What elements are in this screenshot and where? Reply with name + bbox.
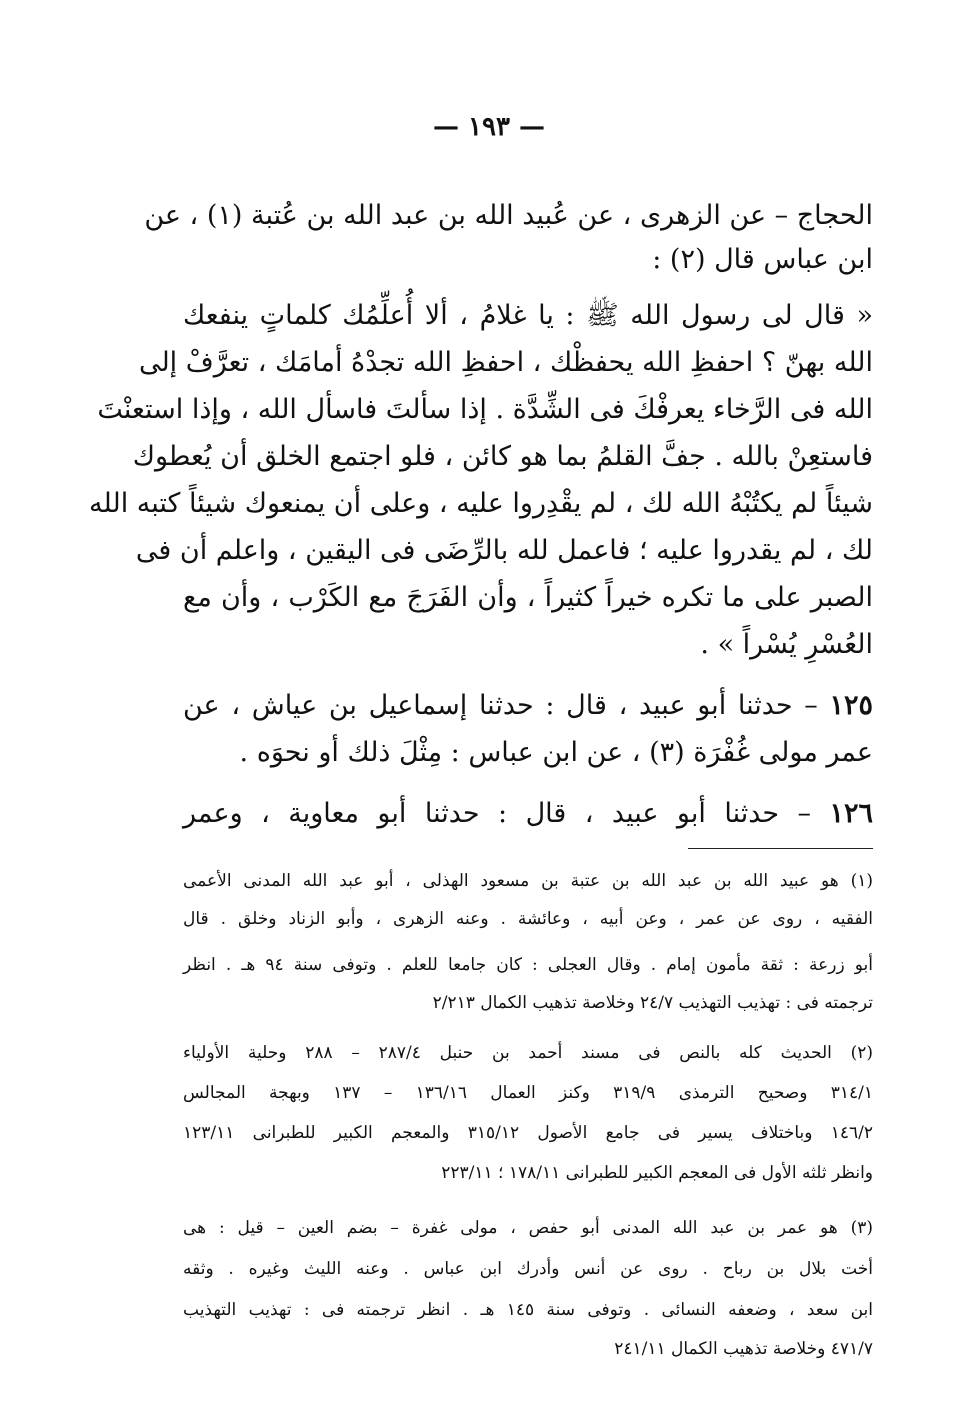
hadith-line-6: لك ، لم يقدروا عليه ؛ فاعمل لله بالرِّضَى فى اليقين ، واعلم أن فى [135,535,873,566]
page-number: — ١٩٣ — [432,112,546,142]
footnote-1-line-2: الفقيه ، روى عن عمر ، وعن أبيه ، وعائشة . وعنه الزهرى ، وأبو الزناد وخلق . قال [183,909,873,929]
footnote-3-line-4: ٤٧١/٧ وخلاصة تذهيب الكمال ٢٤١/١١ [614,1339,873,1359]
hadith-line-4: فاستعِنْ بالله . جفَّ القلمُ بما هو كائن ، فلو اجتمع الخلق أن يُعطوك [132,441,873,472]
footnote-3-line-2: أخت بلال بن رباح . روى عن أنس وأدرك ابن عباس . وعنه الليث وغيره . وثقه [183,1259,873,1279]
hadith-number-125: ١٢٥ [829,690,873,721]
footnote-1-line-1: (١) هو عبيد الله بن عبد الله بن عتبة بن مسعود الهذلى ، أبو عبد الله المدنى الأعمى [183,871,873,891]
opening-line-1: الحجاج – عن الزهرى ، عن عُبيد الله بن عبد الله بن عُتبة (١) ، عن [144,200,873,231]
footnote-2-line-2: ٣١٤/١ وصحيح الترمذى ٣١٩/٩ وكنز العمال ١٣٦/١٦ – ١٣٧ وبهجة المجالس [183,1083,873,1103]
footnote-2-line-4: وانظر ثلثه الأول فى المعجم الكبير للطبرانى ١٧٨/١١ ؛ ٢٢٣/١١ [441,1163,873,1183]
hadith-line-2: الله بهنّ ؟ احفظِ الله يحفظْك ، احفظِ الله تجدْهُ أمامَك ، تعرَّفْ إلى [138,347,873,378]
footnote-1-line-3: أبو زرعة : ثقة مأمون إمام . وقال العجلى : كان جامعا للعلم . وتوفى سنة ٩٤ هـ . انظر [183,955,873,975]
footnote-1-line-4: ترجمته فى : تهذيب التهذيب ٢٤/٧ وخلاصة تذهيب الكمال ٢/٢١٣ [432,993,873,1013]
hadith-number-126: ١٢٦ [829,798,873,829]
footnote-separator [688,848,873,849]
hadith-125-line-1 [183,686,873,726]
opening-line-2: ابن عباس قال (٢) : [652,244,873,275]
hadith-125-text-1: – حدثنا أبو عبيد ، قال : حدثنا إسماعيل بن عياش ، عن [183,690,830,721]
hadith-126-line-1 [183,794,873,834]
hadith-line-8: العُسْرِ يُسْراً » . [700,629,873,660]
hadith-line-1: « قال لى رسول الله ﷺ : يا غلامُ ، ألا أُعلِّمُك كلماتٍ ينفعك [183,300,873,331]
footnote-3-line-3: ابن سعد ، وضعفه النسائى . وتوفى سنة ١٤٥ هـ . انظر ترجمته فى : تهذيب التهذيب [183,1300,873,1320]
hadith-126-text-1: – حدثنا أبو عبيد ، قال : حدثنا أبو معاوية ، وعمر [183,798,830,829]
hadith-line-5: شيئاً لم يكتُبْهُ الله لك ، لم يقْدِروا عليه ، وعلى أن يمنعوك شيئاً كتبه الله [89,488,873,519]
footnote-2-line-3: ١٤٦/٢ وباختلاف يسير فى جامع الأصول ٣١٥/١٢ والمعجم الكبير للطبرانى ١٢٣/١١ [183,1123,873,1143]
hadith-line-7: الصبر على ما تكره خيراً كثيراً ، وأن الفَرَجَ مع الكَرْب ، وأن مع [183,582,873,613]
footnote-2-line-1: (٢) الحديث كله بالنص فى مسند أحمد بن حنبل ٢٨٧/٤ – ٢٨٨ وحلية الأولياء [183,1043,874,1063]
footnote-3-line-1: (٣) هو عمر بن عبد الله المدنى أبو حفص ، مولى غفرة – بضم العين – قيل : هى [183,1218,873,1238]
hadith-125-line-2: عمر مولى غُفْرَة (٣) ، عن ابن عباس : مِثْلَ ذلك أو نحوَه . [239,737,873,768]
hadith-line-3: الله فى الرَّخاء يعرفْكَ فى الشِّدَّة . إذا سألتَ فاسأل الله ، وإذا استعنْتَ [97,394,873,425]
